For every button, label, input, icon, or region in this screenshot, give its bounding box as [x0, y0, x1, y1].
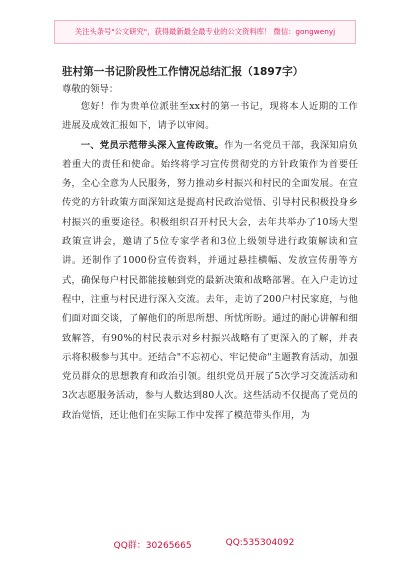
document-title: 驻村第一书记阶段性工作情况总结汇报（1897字）: [62, 66, 304, 78]
promo-banner-text: 关注头条号"公文研究"，获得最新最全最专业的公文资料库！ 微信：gongwenyj: [74, 27, 336, 36]
promo-banner: [54, 20, 356, 44]
section-heading: 一、党员示范带头深入宣传政策。: [80, 139, 225, 151]
section-text: 作为一名党员干部，我深知肩负着重大的责任和使命。始终将学习宣传贯彻党的方针政策作为首要任务，全心全意为人民服务，努力推动乡村振兴和村民的全面发展。在宣传党的方针政策方面深知这是提高村民政治觉悟、引导村民积极投身乡村振兴的重要途径。积极组织召开村民大会，去年共举办了10场大型政策宣讲会，邀请了5位专家学者和3位上级领导进行政策解读和宣讲。还制作了1000份宣传资料，并通过悬挂横幅、发放宣传册等方式，确保每户村民都能接触到党的最新决策和战略部署。在入户走访过程中，注重与村民进行深入交流。去年，走访了200户村民家庭，与他们面对面交谈，了解他们的所思所想、所忧所盼。通过的耐心讲解和细致解答，有90%的村民表示对乡村振兴战略有了更深入的了解，并表示将积极参与其中。还结合"不忘初心、牢记使命"主题教育活动，加强党员群众的思想教育和政治引领。组织党员开展了5次学习交流活动和3次志愿服务活动，参与人数达到80人次。这些活动不仅提高了党员的政治觉悟，还让他们在实际工作中发挥了模范带头作用，为: [62, 139, 358, 421]
salutation: 尊敬的领导：: [62, 84, 119, 95]
qq-text: QQ:535304092: [225, 538, 295, 548]
document-body: [62, 97, 358, 425]
qq-group-text: QQ群：30265665: [113, 541, 192, 551]
footer-contacts: [0, 538, 408, 551]
section-paragraph: [62, 136, 358, 425]
intro-paragraph: 您好！作为贵单位派驻至xx村的第一书记，现将本人近期的工作进展及成效汇报如下，请予以审阅。: [62, 101, 358, 132]
